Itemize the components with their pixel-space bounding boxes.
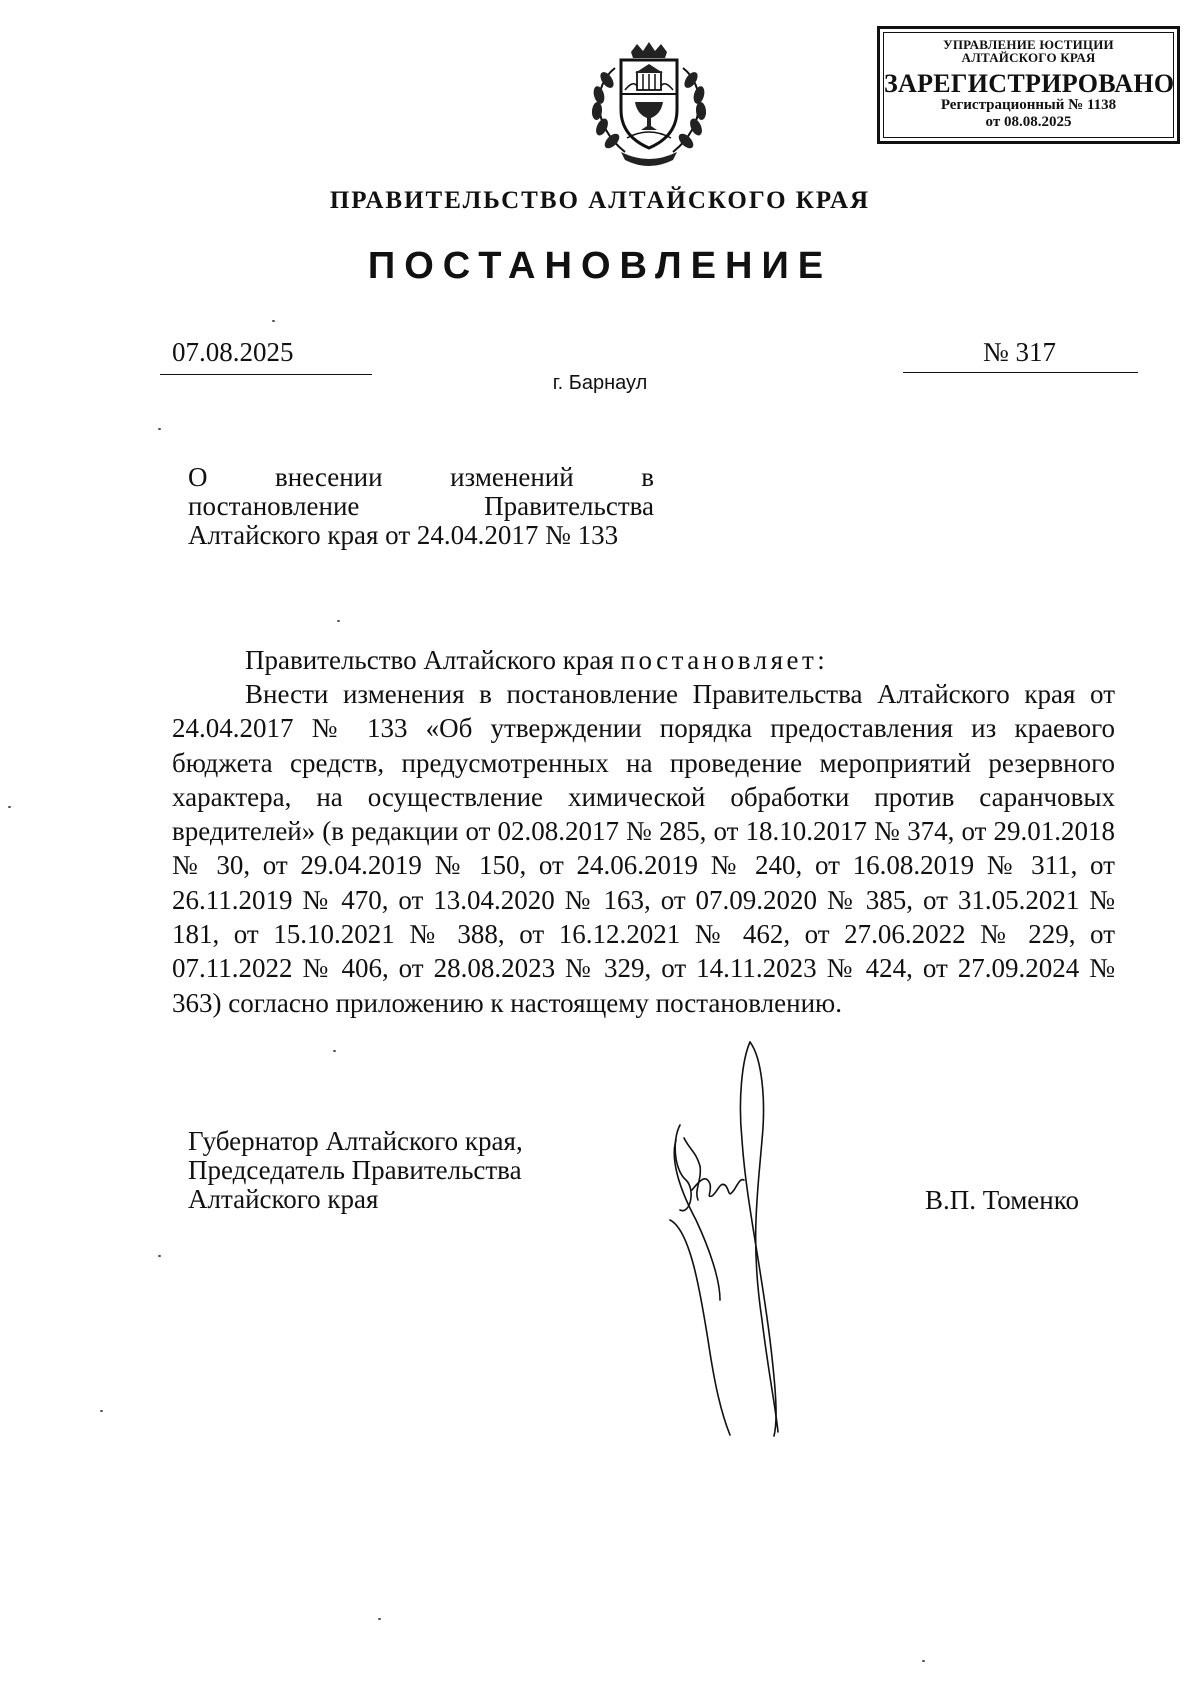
stamp-inner-frame — [883, 32, 1174, 138]
stamp-registration-date: от 08.08.2025 — [985, 114, 1072, 130]
scan-speck — [922, 1660, 925, 1662]
scan-speck — [100, 1410, 103, 1412]
document-subject — [188, 463, 654, 550]
scan-speck — [378, 1618, 381, 1620]
stamp-title: ЗАРЕГИСТРИРОВАНО — [884, 69, 1175, 98]
stamp-registration-number: Регистрационный № 1138 — [940, 97, 1117, 113]
preamble-suffix: : — [817, 645, 825, 675]
stamp-org-line1: УПРАВЛЕНИЕ ЮСТИЦИИ — [943, 37, 1114, 52]
stamp-org-line2: АЛТАЙСКОГО КРАЯ — [961, 50, 1096, 65]
document-number: № 317 — [983, 337, 1057, 367]
government-title: ПРАВИТЕЛЬСТВО АЛТАЙСКОГО КРАЯ — [329, 187, 871, 214]
signatory-line: Губернатор Алтайского края, — [188, 1126, 523, 1156]
city-label: г. Барнаул — [552, 372, 648, 394]
document-date: 07.08.2025 — [172, 337, 294, 367]
altai-krai-coat-of-arms-icon — [585, 40, 713, 170]
signatory-line: Алтайского края — [188, 1184, 379, 1214]
signatory-line: Председатель Правительства — [188, 1155, 522, 1185]
preamble-prefix: Правительство Алтайского края — [245, 645, 621, 675]
preamble-verb: постановляет — [620, 645, 818, 675]
scan-speck — [337, 620, 340, 622]
subject-line: О внесении изменений в — [188, 462, 654, 492]
registration-stamp — [877, 26, 1180, 144]
preamble — [245, 645, 825, 675]
body-paragraph: Внести изменения в постановление Правительства Алтайского края от 24.04.2017 № 133 «Об утверждении порядка предоставления из краевого бюджета средств, предусмотренных на проведение мероприятий резервного характера, на осуществление химической обработки против саранчовых вредителей» (в редакции от 02.08.2017 № 285, от 18.10.2017 № 374, от 29.01.2018 № 30, от 29.04.2019 № 150, от 24.06.2019 № 240, от 16.08.2019 № 311, от 26.11.2019 № 470, от 13.04.2020 № 163, от 07.09.2020 № 385, от 31.05.2021 № 181, от 15.10.2021 № 388, от 16.12.2021 № 462, от 27.06.2022 № 229, от 07.11.2022 № 406, от 28.08.2023 № 329, от 14.11.2023 № 424, от 27.09.2024 № 363) согласно приложению к настоящему постановлению. — [172, 679, 1115, 1018]
scan-speck — [333, 1050, 336, 1052]
document-type-title: ПОСТАНОВЛЕНИЕ — [367, 245, 833, 287]
scan-speck — [8, 806, 11, 808]
scan-speck — [158, 1255, 161, 1257]
stamp-organization — [884, 38, 1173, 64]
signer-name: В.П. Томенко — [925, 1185, 1079, 1215]
handwritten-signature-icon — [650, 1040, 820, 1440]
subject-line: Алтайского края от 24.04.2017 № 133 — [188, 520, 619, 550]
scan-speck — [158, 428, 161, 430]
subject-line: постановление Правительства — [188, 491, 654, 521]
signatory-position — [188, 1127, 523, 1214]
scan-speck — [272, 320, 275, 322]
